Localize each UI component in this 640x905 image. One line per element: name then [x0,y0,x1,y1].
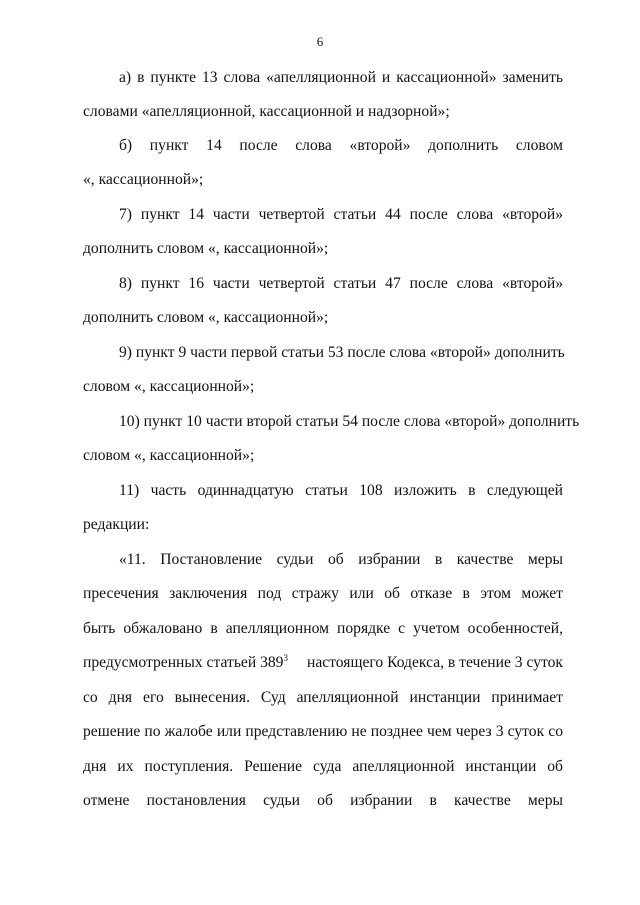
paragraph-line-tail: настоящего Кодекса, в течение 3 суток [306,654,563,671]
paragraph-line: редакции: [83,516,150,533]
paragraph-line: словом «, кассационной»; [83,378,255,395]
article-superscript: 3 [283,653,288,663]
paragraph-line: словами «апелляционной, кассационной и надзорной»; [83,103,450,120]
paragraph-line: дня их поступления. Решение суда апелляционной инстанции об [83,758,563,775]
paragraph-line: быть обжаловано в апелляционном порядке с учетом особенностей, [83,620,563,637]
paragraph-line: со дня его вынесения. Суд апелляционной инстанции принимает [83,689,563,706]
paragraph-line: а) в пункте 13 слова «апелляционной и кассационной» заменить [119,69,563,86]
paragraph-line: 7) пункт 14 части четвертой статьи 44 после слова «второй» [119,206,563,223]
paragraph-line: 8) пункт 16 части четвертой статьи 47 после слова «второй» [119,275,563,292]
paragraph-line: дополнить словом «, кассационной»; [83,240,329,257]
paragraph-line: пресечения заключения под стражу или об отказе в этом может [83,585,563,602]
paragraph-line: 9) пункт 9 части первой статьи 53 после слова «второй» дополнить [119,344,565,361]
paragraph-line: б) пункт 14 после слова «второй» дополнить словом [119,137,563,154]
paragraph-line: словом «, кассационной»; [83,447,255,464]
paragraph-line: 11) часть одиннадцатую статьи 108 изложить в следующей [119,482,563,499]
paragraph-line: дополнить словом «, кассационной»; [83,309,329,326]
article-reference: предусмотренных статьей $389^3$ [83,653,288,671]
page-number: 6 [316,34,324,49]
paragraph-line: решение по жалобе или представлению не позднее чем через 3 суток со [83,723,563,740]
paragraph-line-with-reference [83,653,563,673]
paragraph-line: отмене постановления судьи об избрании в качестве меры [83,792,563,809]
paragraph-line: «, кассационной»; [83,171,204,188]
paragraph-line: 10) пункт 10 части второй статьи 54 после слова «второй» дополнить [119,413,580,430]
paragraph-line: «11. Постановление судьи об избрании в качестве меры [119,551,563,568]
